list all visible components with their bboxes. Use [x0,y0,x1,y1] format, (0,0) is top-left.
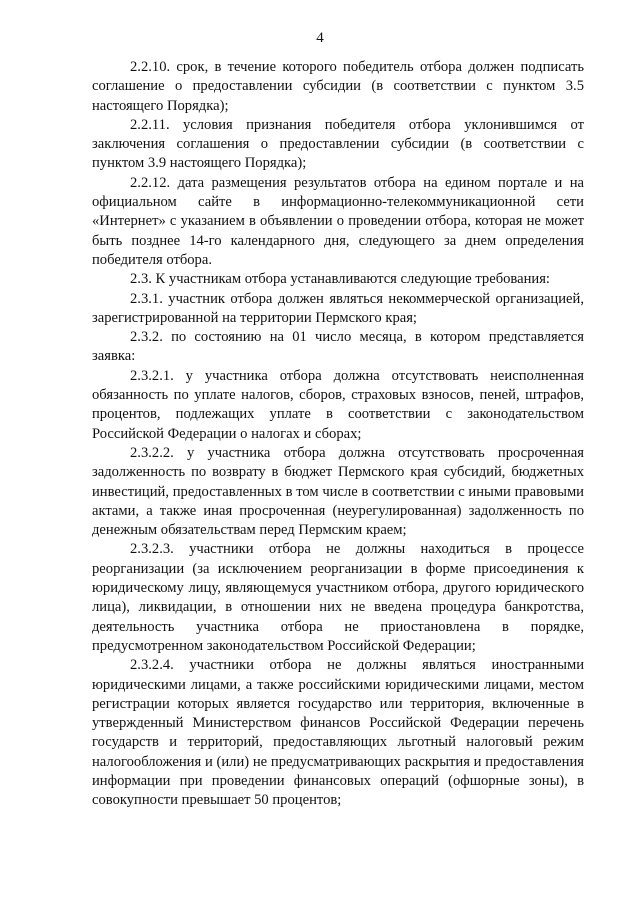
paragraph-2-2-12: 2.2.12. дата размещения результатов отбора на едином портале и на официальном сайте в информационно-телекоммуникационной сети «Интернет» с указанием в объявлении о проведении отбора, которая не может быть позднее 14-го календарного дня, следующего за днем определения победителя отбора. [92,174,584,268]
paragraph-2-3-2: 2.3.2. по состоянию на 01 число месяца, в котором представляется заявка: [92,329,584,365]
paragraph-2-2-10: 2.2.10. срок, в течение которого победитель отбора должен подписать соглашение о предоставлении субсидии (в соответствии с пунктом 3.5 настоящего Порядка); [92,59,584,114]
document-body [92,58,584,811]
page-number: 4 [316,30,324,46]
paragraph-2-3: 2.3. К участникам отбора устанавливаются следующие требования: [130,271,550,288]
paragraph-2-3-2-4: 2.3.2.4. участники отбора не должны являться иностранными юридическими лицами, а также российскими юридическими лицами, местом регистрации которых является государство или территория, включенные в утвержденный Министерством финансов Российской Федерации перечень государств и территорий, предоставляющих льготный налоговый режим налогообложения и (или) не предусматривающих раскрытия и предоставления информации при проведении финансовых операций (офшорные зоны), в совокупности превышает 50 процентов; [92,657,584,809]
paragraph-2-2-11: 2.2.11. условия признания победителя отбора уклонившимся от заключения соглашения о предоставлении субсидии (в соответствии с пунктом 3.9 настоящего Порядка); [92,116,584,172]
paragraph-2-3-1: 2.3.1. участник отбора должен являться некоммерческой организацией, зарегистрированной на территории Пермского края; [92,290,584,326]
paragraph-2-3-2-3: 2.3.2.3. участники отбора не должны находиться в процессе реорганизации (за исключением реорганизации в форме присоединения к юридическому лицу, являющемуся участником отбора, другого юридического лица), ликвидации, в отношении них не введена процедура банкротства, деятельность участника отбора не приостановлена в порядке, предусмотренном законодательством Российской Федерации; [92,541,584,654]
paragraph-2-3-2-1: 2.3.2.1. у участника отбора должна отсутствовать неисполненная обязанность по уплате налогов, сборов, страховых взносов, пеней, штрафов, процентов, подлежащих уплате в соответствии с законодательством Российской Федерации о налогах и сборах; [92,367,584,442]
paragraph-2-3-2-2: 2.3.2.2. у участника отбора должна отсутствовать просроченная задолженность по возврату в бюджет Пермского края субсидий, бюджетных инвестиций, предоставленных в том числе в соответствии с иными правовыми актами, а также иная просроченная (неурегулированная) задолженность по денежным обязательствам перед Пермским краем; [92,444,584,539]
